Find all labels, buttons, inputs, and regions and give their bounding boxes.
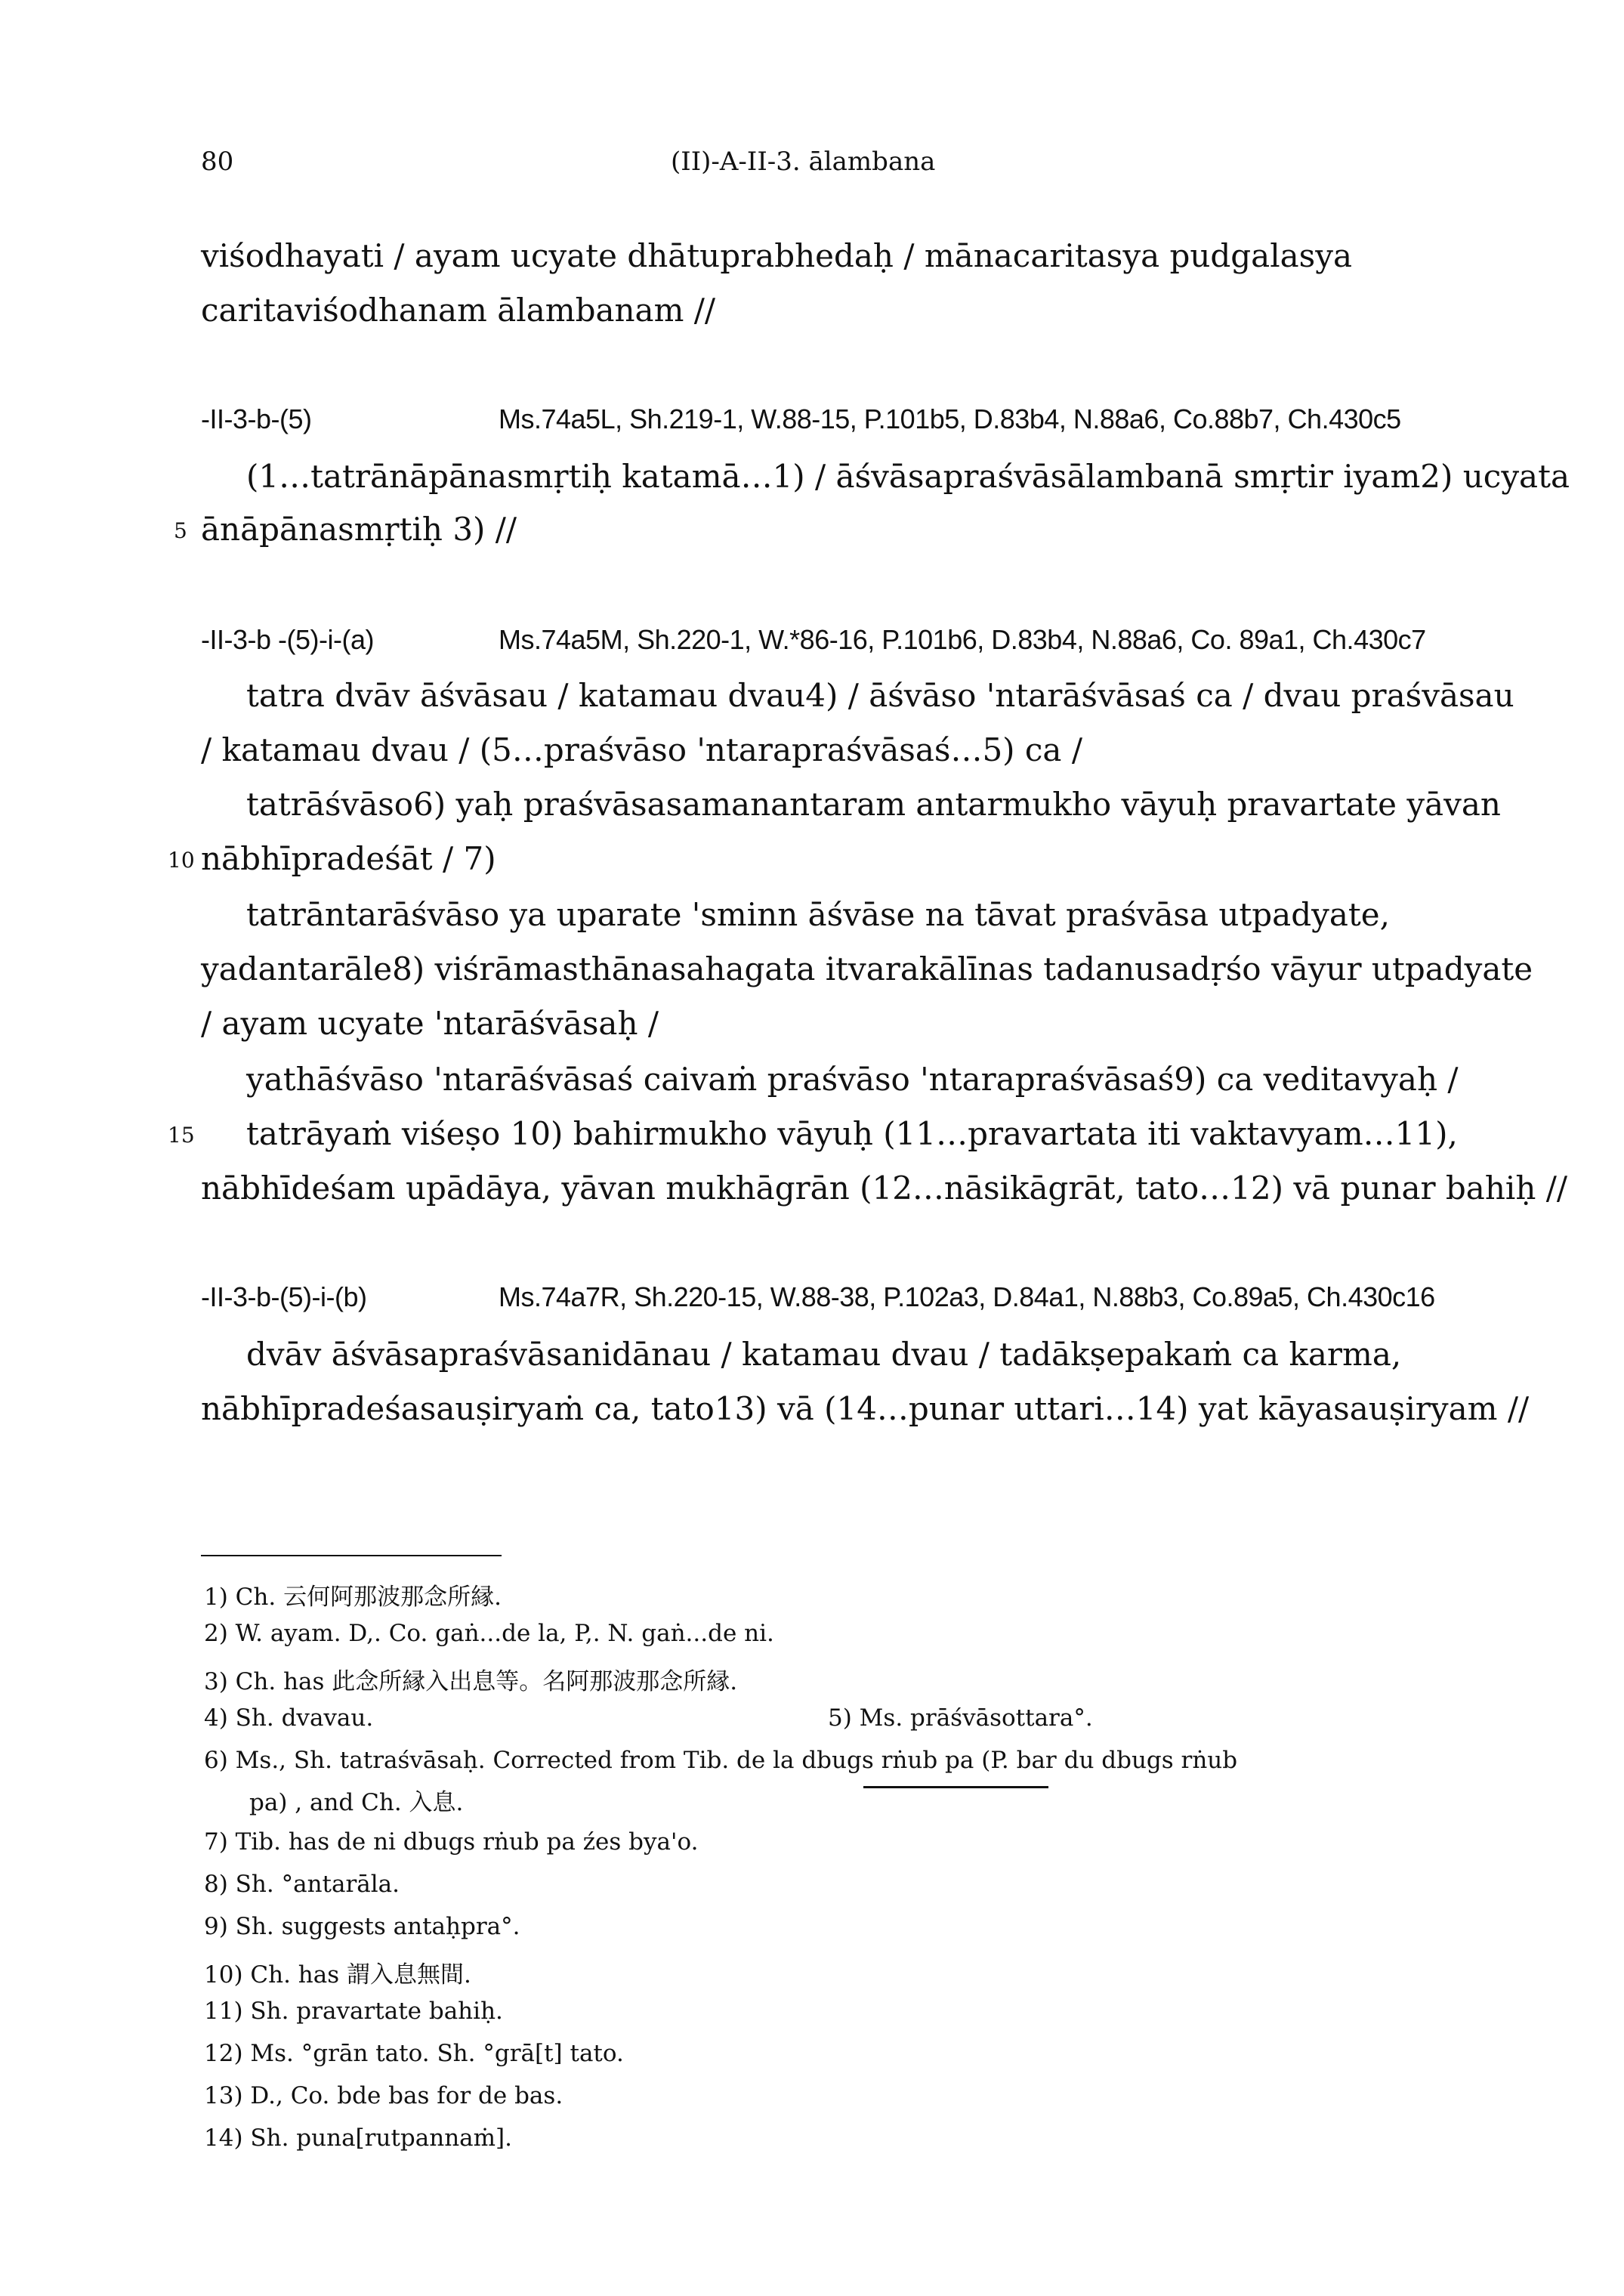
text-line: nābhīpradeśāt / 7): [201, 840, 496, 877]
footnote: 11) Sh. pravartate bahiḥ.: [204, 1998, 503, 2025]
text-line: yadantarāle8) viśrāmasthānasahagata itvarakālīnas tadanusadṛśo vāyur utpadyate: [201, 950, 1533, 987]
footnote: 7) Tib. has de ni dbugs rṅub pa źes bya'o.: [204, 1828, 699, 1856]
footnote-rule: [201, 1555, 502, 1556]
section-refs: Ms.74a7R, Sh.220-15, W.88-38, P.102a3, D.84a1, N.88b3, Co.89a5, Ch.430c16: [499, 1281, 1435, 1312]
line-number: 10: [168, 848, 195, 873]
footnote: 14) Sh. puna[rutpannaṁ].: [204, 2124, 512, 2152]
footnote: 6) Ms., Sh. tatraśvāsaḥ. Corrected from Tib. de la dbugs rṅub pa (P. bar du dbugs rṅub: [204, 1747, 1238, 1774]
text-line: tatra dvāv āśvāsau / katamau dvau4) / āśvāso 'ntarāśvāsaś ca / dvau praśvāsau: [246, 677, 1514, 714]
page-number: 80: [201, 147, 234, 177]
text-line: nābhīdeśam upādāya, yāvan mukhāgrān (12…nāsikāgrāt, tato…12) vā punar bahiḥ //: [201, 1170, 1568, 1207]
text-line: tatrāntarāśvāso ya uparate 'sminn āśvāse na tāvat praśvāsa utpadyate,: [246, 896, 1390, 933]
footnote: 12) Ms. °grān tato. Sh. °grā[t] tato.: [204, 2040, 624, 2067]
footnote: 2) W. ayam. D,. Co. gaṅ...de la, P,. N. gaṅ...de ni.: [204, 1620, 774, 1647]
footnote: 13) D., Co. bde bas for de bas.: [204, 2082, 563, 2109]
text-line: yathāśvāso 'ntarāśvāsaś caivaṁ praśvāso 'ntarapraśvāsaś9) ca veditavyaḥ /: [246, 1061, 1459, 1098]
footnote: 5) Ms. prāśvāsottara°.: [828, 1704, 1093, 1732]
text-line: nābhīpradeśasauṣiryaṁ ca, tato13) vā (14…punar uttari…14) yat kāyasauṣiryam //: [201, 1390, 1530, 1427]
footnote: pa) , and Ch. 入息.: [249, 1789, 464, 1816]
text-line: dvāv āśvāsapraśvāsanidānau / katamau dvau / tadākṣepakaṁ ca karma,: [246, 1336, 1402, 1373]
section-refs: Ms.74a5L, Sh.219-1, W.88-15, P.101b5, D.83b4, N.88a6, Co.88b7, Ch.430c5: [499, 403, 1401, 434]
line-number: 5: [174, 518, 187, 543]
section-id: -II-3-b-(5): [201, 403, 312, 434]
footnote: 1) Ch. 云何阿那波那念所縁.: [204, 1584, 502, 1611]
section-id: -II-3-b-(5)-i-(b): [201, 1281, 367, 1312]
intro-line-1: viśodhayati / ayam ucyate dhātuprabhedaḥ / mānacaritasya pudgalasya: [201, 237, 1352, 274]
text-line: / ayam ucyate 'ntarāśvāsaḥ /: [201, 1005, 659, 1042]
text-line: tatrāśvāso6) yaḥ praśvāsasamanantaram antarmukho vāyuḥ pravartate yāvan: [246, 786, 1501, 823]
section-refs: Ms.74a5M, Sh.220-1, W.*86-16, P.101b6, D.83b4, N.88a6, Co. 89a1, Ch.430c7: [499, 624, 1426, 655]
section-id: -II-3-b -(5)-i-(a): [201, 624, 374, 655]
running-title: (II)-A-II-3. ālambana: [671, 147, 936, 177]
text-line: (1…tatrānāpānasmṛtiḥ katamā…1) / āśvāsapraśvāsālambanā smṛtir iyam2) ucyata: [246, 458, 1570, 495]
footnote: 10) Ch. has 謂入息無間.: [204, 1961, 471, 1989]
text-line: tatrāyaṁ viśeṣo 10) bahirmukho vāyuḥ (11…pravartata iti vaktavyam…11),: [246, 1115, 1458, 1152]
footnote: 9) Sh. suggests antaḥpra°.: [204, 1913, 520, 1940]
footnote: 4) Sh. dvavau.: [204, 1704, 374, 1732]
text-line: / katamau dvau / (5…praśvāso 'ntarapraśvāsaś…5) ca /: [201, 731, 1082, 768]
intro-line-2: caritaviśodhanam ālambanam //: [201, 292, 716, 329]
footnote: 3) Ch. has 此念所縁入出息等。名阿那波那念所縁.: [204, 1668, 738, 1695]
line-number: 15: [168, 1123, 195, 1148]
footnote-underline: [863, 1786, 1048, 1788]
footnote: 8) Sh. °antarāla.: [204, 1871, 400, 1898]
text-line: ānāpānasmṛtiḥ 3) //: [201, 511, 517, 548]
